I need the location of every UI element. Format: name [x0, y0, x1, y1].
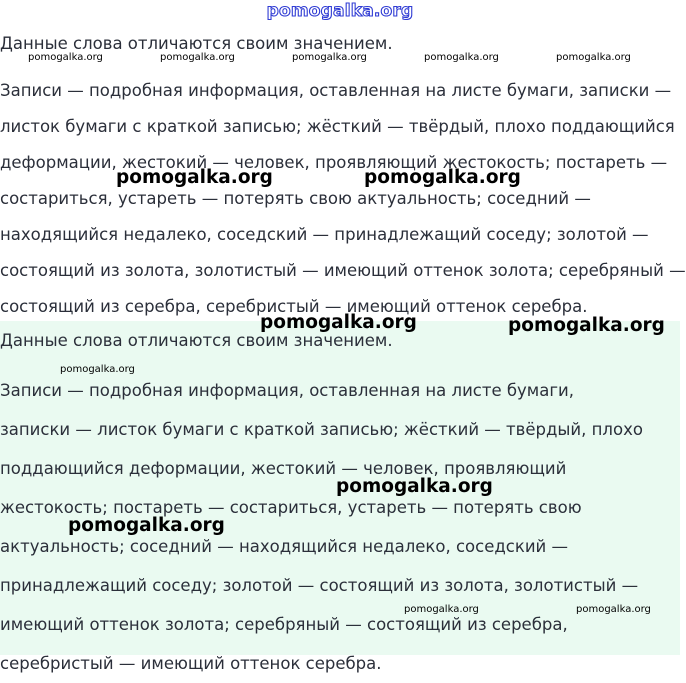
- watermark: pomogalka.org: [336, 476, 493, 497]
- answer-1-line: Записи — подробная информация, оставленная на листе бумаги, записки —: [0, 81, 672, 100]
- answer-2-line: жестокость; постареть — состариться, устареть — потерять свою: [0, 498, 582, 517]
- answer-1-line: находящийся недалеко, соседский — принадлежащий соседу; золотой —: [0, 225, 649, 244]
- watermark: pomogalka.org: [424, 52, 499, 63]
- answer-1-heading: Данные слова отличаются своим значением.: [0, 34, 393, 53]
- watermark: pomogalka.org: [260, 312, 417, 333]
- answer-2-line: принадлежащий соседу; золотой — состоящий из золота, золотистый —: [0, 576, 639, 595]
- answer-2-line: серебристый — имеющий оттенок серебра.: [0, 654, 382, 673]
- watermark: pomogalka.org: [60, 364, 135, 375]
- watermark: pomogalka.org: [160, 52, 235, 63]
- watermark: pomogalka.org: [292, 52, 367, 63]
- answer-2-line: актуальность; соседний — находящийся недалеко, соседский —: [0, 537, 569, 556]
- answer-2-heading: Данные слова отличаются своим значением.: [0, 331, 393, 350]
- answer-1-line: листок бумаги с краткой записью; жёсткий — твёрдый, плохо поддающийся: [0, 117, 675, 136]
- answer-1-line: состариться, устареть — потерять свою актуальность; соседний —: [0, 189, 591, 208]
- answer-2-line: Записи — подробная информация, оставленная на листе бумаги,: [0, 381, 575, 400]
- answer-1-line: деформации, жестокий — человек, проявляющий жестокость; постареть —: [0, 153, 668, 172]
- watermark: pomogalka.org: [576, 604, 651, 615]
- watermark: pomogalka.org: [508, 315, 665, 336]
- watermark: pomogalka.org: [28, 52, 103, 63]
- answer-1-line: состоящий из золота, золотистый — имеющий оттенок золота; серебряный —: [0, 261, 686, 280]
- watermark: pomogalka.org: [364, 167, 521, 188]
- answer-2-line: записки — листок бумаги с краткой записью; жёсткий — твёрдый, плохо: [0, 420, 643, 439]
- site-logo[interactable]: pomogalka.org: [266, 1, 414, 21]
- answer-1-body: [0, 73, 686, 325]
- watermark: pomogalka.org: [68, 515, 225, 536]
- answer-1-line: состоящий из серебра, серебристый — имеющий оттенок серебра.: [0, 297, 588, 316]
- watermark: pomogalka.org: [404, 604, 479, 615]
- answer-2-line: поддающийся деформации, жестокий — человек, проявляющий: [0, 459, 567, 478]
- answer-2-line: имеющий оттенок золота; серебряный — состоящий из серебра,: [0, 615, 568, 634]
- watermark: pomogalka.org: [556, 52, 631, 63]
- watermark: pomogalka.org: [116, 167, 273, 188]
